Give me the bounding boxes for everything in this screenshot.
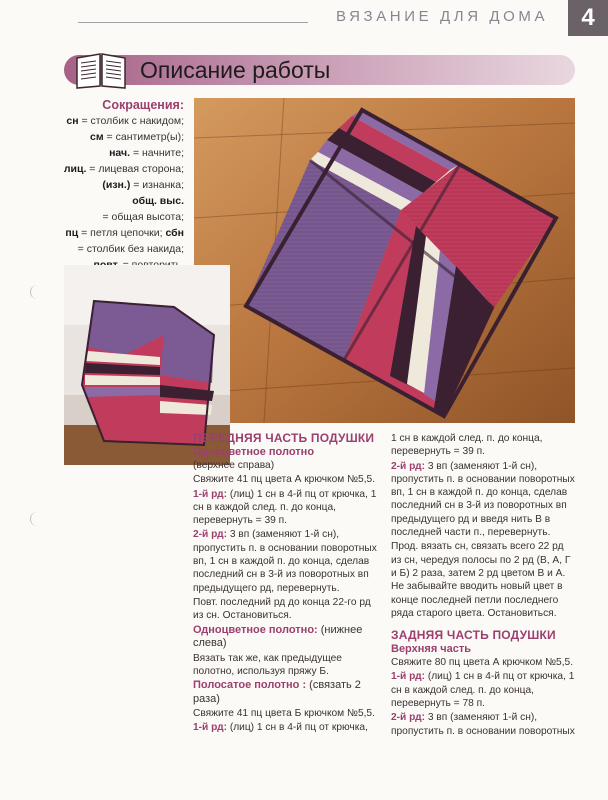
instruction-row bbox=[193, 488, 381, 528]
front-part-heading: ПЕРЕДНЯЯ ЧАСТЬ ПОДУШКИ bbox=[193, 431, 375, 445]
abbr-definition: = сантиметр(ы); bbox=[103, 131, 184, 143]
row-label: 2-й рд: bbox=[391, 712, 425, 724]
solid-panel-note: (верхнее справа) bbox=[193, 460, 275, 471]
row-text: (лиц) 1 сн в 4-й пц от крючка, 1 сн в каждой след. п. до конца, перевернуть = 39 п. bbox=[193, 488, 377, 527]
instruction-text: Вязать так же, как предыдущее полотно, используя пряжу Б. bbox=[193, 652, 342, 677]
instruction-row bbox=[193, 721, 381, 734]
instruction-row bbox=[391, 670, 576, 710]
instruction-text: Свяжите 41 пц цвета А крючком №5,5. bbox=[193, 474, 376, 486]
back-part-heading: ЗАДНЯЯ ЧАСТЬ ПОДУШКИ bbox=[391, 628, 556, 643]
row-text: (лиц) 1 сн в 4-й пц от крючка, 1 сн в каждой след. п. до конца, перевернуть = 78 п. bbox=[391, 671, 575, 710]
abbreviations-text bbox=[50, 113, 184, 273]
abbr-term: сбн bbox=[165, 227, 184, 239]
binder-hole-mark bbox=[30, 512, 44, 526]
instruction-text: Свяжите 80 пц цвета А крючком №5,5. bbox=[391, 657, 574, 669]
abbreviations-heading: Сокращения: bbox=[102, 98, 184, 112]
abbr-term: (изн.) bbox=[102, 179, 131, 191]
instruction-text: Прод. вязать сн, связать всего 22 рд из сн, чередуя полосы по 2 рд (В, А, Г и Б) 2 раза, затем 2 рд цветом В и А. Не забывайте вводить новый цвет в конце последней петли последнего ряда старого цвета. Остановиться. bbox=[391, 541, 571, 619]
instruction-row bbox=[391, 460, 576, 540]
abbr-definition: = изнанка; bbox=[130, 179, 184, 191]
abbr-definition: = начните; bbox=[130, 147, 184, 159]
row-text: 3 вп (заменяют 1-й сн), пропустить п. в основании поворотных вп, 1 сн в каждой п. до конца, сделав последний сн в 3-й из поворотных вп предыдущего рд и введя нить В в последней части п., перевернуть. bbox=[391, 460, 575, 539]
abbreviations-list bbox=[50, 97, 184, 273]
abbr-definition: = столбик без накида; bbox=[77, 243, 184, 255]
row-label: 2-й рд: bbox=[193, 529, 227, 541]
abbr-definition: = столбик с накидом; bbox=[78, 115, 184, 127]
row-text: 3 вп (заменяют 1-й сн), пропустить п. в основании поворотных bbox=[391, 712, 575, 737]
row-label: 2-й рд: bbox=[391, 460, 425, 472]
solid-panel-heading: Одноцветное полотно bbox=[193, 445, 315, 458]
instruction-text: 1 сн в каждой след. п. до конца, перевернуть = 39 п. bbox=[391, 433, 543, 458]
instruction-row bbox=[193, 528, 381, 594]
abbr-term: см bbox=[90, 131, 104, 143]
abbr-definition: = общая высота; bbox=[102, 211, 184, 223]
abbr-term: лиц. bbox=[63, 163, 87, 175]
abbr-term: сн bbox=[66, 115, 79, 127]
header-rule bbox=[78, 22, 308, 23]
abbr-term: нач. bbox=[109, 147, 131, 159]
striped-panel-heading: Полосатое полотно : (связать 2 раза) bbox=[193, 679, 361, 705]
row-label: 1-й рд: bbox=[193, 488, 227, 500]
crochet-pillow-photo bbox=[194, 98, 575, 423]
magazine-title: ВЯЗАНИЕ ДЛЯ ДОМА bbox=[336, 8, 549, 25]
row-label: 1-й рд: bbox=[193, 722, 227, 734]
open-book-icon bbox=[73, 50, 129, 90]
page-number: 4 bbox=[568, 0, 608, 36]
binder-hole-mark bbox=[30, 285, 44, 299]
abbr-definition: = лицевая сторона; bbox=[86, 163, 184, 175]
row-text: 3 вп (заменяют 1-й сн), пропустить п. в основании поворотных вп, 1 сн в каждой п. до конца, сделав последний сн в 3-й из поворотных вп предыдущего рд, перевернуть. bbox=[193, 529, 377, 594]
solid-panel-2-heading: Одноцветное полотно: (нижнее слева) bbox=[193, 623, 363, 650]
instruction-text: Свяжите 41 пц цвета Б крючком №5,5. bbox=[193, 708, 375, 720]
front-part-continued bbox=[391, 432, 576, 739]
instruction-row bbox=[391, 711, 576, 738]
abbr-definition: = петля цепочки; bbox=[78, 227, 166, 239]
top-part-heading: Верхняя часть bbox=[391, 642, 472, 655]
row-text: (лиц) 1 сн в 4-й пц от крючка, bbox=[226, 722, 368, 734]
row-label: 1-й рд: bbox=[391, 671, 425, 683]
abbr-term: общ. выс. bbox=[132, 195, 184, 207]
front-part-instructions bbox=[193, 432, 381, 736]
abbr-term: пц bbox=[65, 227, 79, 239]
instruction-text: Повт. последний рд до конца 22-го рд из сн. Остановиться. bbox=[193, 596, 371, 622]
section-title: Описание работы bbox=[140, 57, 331, 83]
